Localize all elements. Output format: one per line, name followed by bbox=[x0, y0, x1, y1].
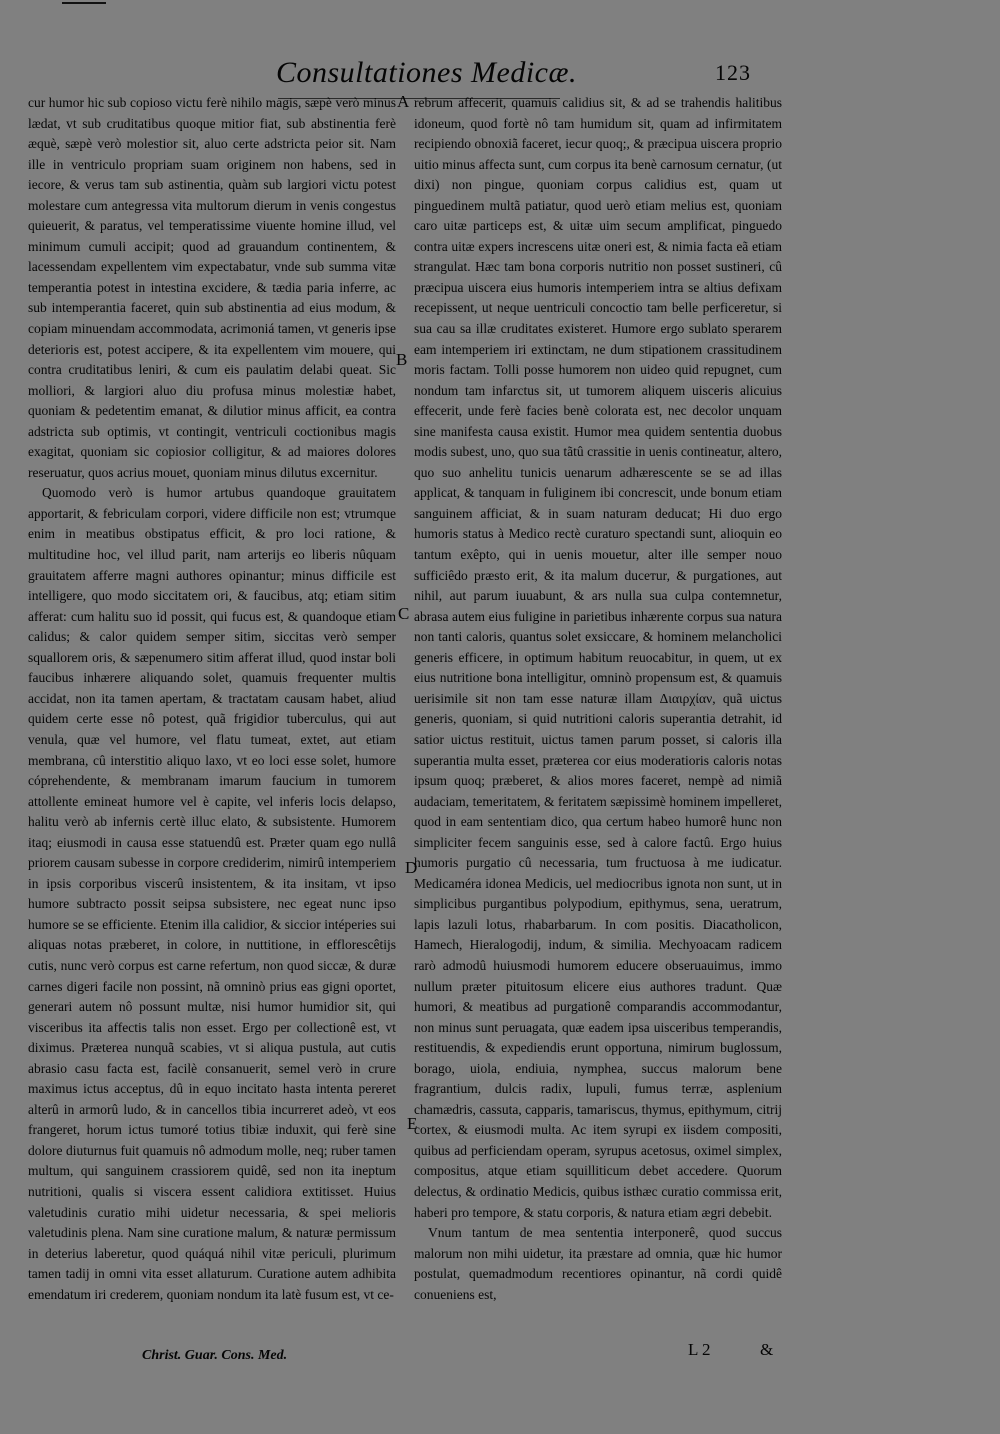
margin-letter-a: A bbox=[397, 92, 410, 111]
margin-letter-b: B bbox=[396, 350, 408, 369]
left-paragraph-2: Quomodo verò is humor artubus quandoque grauitatem apportarit, & febriculam corpori, videre difficile non est; vtrumque enim in meatibus obstipatus efficit, & pro loci ratione, & multitudine hoc, vel illud parit, nam arterijs eo liberis nûquam grauitatem afferre magni authores opinantur; minus difficile est intelligere, quo modo siccitatem ori, & faucibus, atq; etiam sitim afferat: cum halitu suo id possit, qui fucus est, & quandoque etiam calidus; & calor quidem semper sitim, siccitas verò semper squallorem oris, & sæpenumero sitim afferat illud, quod instar boli faucibus inhærere aliquando solet, quamuis frequenter multis accidat, non ita tamen apertam, & tractatam causam habet, aliud quidem certe esse nô potest, quã frigidior tuberculus, qui aut venula, quæ vel humore, vel flatu tumeat, extet, aut etiam membrana, cû interstitio aliquo laxo, vt eo loci esse solet, humore cóprehendente, & membranam imarum faucium in tumorem attollente emineat humore vel è capite, vel inferis locis delapso, halitu verò ab infernis certè illuc elato, & subsistente. Humorem itaq; eiusmodi in causa esse statuendû est. Præter quam ego nullâ priorem causam subesse in corpore crediderim, nimirû intemperiem in ipsis corporibus viscerû insistentem, & ita insitam, vt ipso humore subtracto possit seipsa subsistere, nec egeat nunc ipso humore se se efficiente. Etenim illa calidior, & siccior intéperies sui aliquas notas præberet, in colore, in nuttitione, in efflorescêtijs cutis, nunc verò corpus est carne refertum, non quod siccæ, & duræ carnes digeri facile non possint, nã omninò prius eas gigni oportet, generari autem nô possunt multæ, nisi humor humidior sit, qui visceribus ita affectis talis non esset. Ergo per collectionê est, vt diximus. Præterea nunquã scabies, vt si aliqua pustula, aut cutis abrasio casu facta est, facilè consanuerit, semel verò in crure maximus ictus acceptus, dû in equo incitato hasta intenta pereret alterû in armorû ludo, & in cancellos tibia incurreret adeò, vt eos frangeret, horum ictus tumoré totius tibiæ induxit, qui ferè sine dolore diuturnus fuit quamuis nô admodum molle, neq; ruber tamen multum, qui sanguinem crassiorem quidê, sed non ita ineptum nutritioni, qualis si viscera essent calidiora extitisset. Huius valetudinis curatio mihi uidetur necessaria, & spei melioris valetudinis plena. Nam sine curatione malum, & naturæ permissum in deterius laberetur, quod quáquá nihil vitæ periculi, plurimum tamen tadij in omni vita esset allaturum. Curatione autem adhibita emendatum iri crederem, quoniam nondum ita latè fusum est, vt ce- bbox=[28, 485, 396, 1302]
page-number: 123 bbox=[715, 60, 751, 85]
left-paragraph-1: cur humor hic sub copioso victu ferè nihilo magis, sæpè verò minus lædat, vt sub cruditatibus quoque mitior fiat, sub abstinentia ferè æquè, sæpè verò molestior sit, aluo certe adstricta peior sit. Nam ille in ventriculo propriam suam originem non habens, sed in iecore, & verus tam sub astinentia, quàm sub largiori victu potest molestare cum antegressa vita multorum dierum in venis congestus quieuerit, & paratus, vel temperatissime viuente homine illud, vel minimum cumuli accipit; quod ad grauandum continentem, & lacessendam expellentem vim expectabatur, vnde sub summa vitæ temperantia potest in intestina excidere, & tædia pariа inferre, ac sub intemperantia faceret, quin sub abstinentia ad eius modum, & copiam minuendam accommodata, acrimoniá tamen, vt generis ipse deterioris est, potest accipere, & ita expellentem vim mouere, qui contra cruditatibus leniri, & cum eis paulatim delabi queat. Sic molliori, & largiori aluo diu profusa minus molestiæ habet, quoniam & pedetentim emanat, & dilutior minus afficit, ea contra adstricta sub optimis, vt contingit, ventriculi coctionibus magis exagitat, quoniam sic copiosior colligitur, & ad maiores dolores reseruatur, quos acrius mouet, quoniam minus dilutus excernitur. bbox=[28, 95, 396, 480]
page-title: Consultationes Medicæ. bbox=[276, 56, 577, 89]
running-head bbox=[0, 56, 1000, 96]
margin-letter-c: C bbox=[398, 604, 410, 623]
right-paragraph-2: Vnum tantum de mea sententia interponerê, quod succus malorum non mihi uidetur, ita præstare ad omnia, quæ hic humor postulat, quemadmodum recentiores opinantur, nã cordi quidê conueniens est, bbox=[414, 1225, 782, 1302]
right-column bbox=[414, 93, 782, 1305]
catchword-right: & bbox=[760, 1340, 774, 1359]
margin-letter-d: D bbox=[405, 858, 418, 877]
signature-mark: L 2 bbox=[688, 1340, 711, 1359]
top-dash bbox=[62, 2, 106, 4]
catchword-signature: Christ. Guar. Cons. Med. bbox=[142, 1348, 288, 1363]
margin-letter-e: E bbox=[407, 1114, 418, 1133]
left-column bbox=[28, 93, 396, 1305]
right-paragraph-1: rebrum affecerit, quamuis calidius sit, & ad se trahendis halitibus idoneum, quod fortè nô tam humidum sit, quam ad infirmitatem recipiendo obnoxiã faceret, iecur quoq;, & præcipua uiscera proprio uitio minus affecta sunt, cum corpus ita benè carnosum cernatur, (ut dixi) non pingue, quoniam corpus calidius est, quam ut pinguedinem multã patiatur, quod uerò etiam melius est, quoniam caro uitæ particeps est, & uitæ uim secum amplificat, pinguedo contra uitæ expers increscens uitæ oneri est, & nimia facta eã etiam strangulat. Hæc tam bona corporis nutritio non posset sustineri, cû præcipua uiscera eius humoris intemperiem intra se altius defixam recepissent, ut neque uentriculi concoctio tam belle perficeretur, si sua cau sa illæ cruditates existeret. Humore ergo sublato sperarem eam intemperiem iri extinctam, ne dum stipationem crassitudinem moris factam. Tolli posse humorem non uideo quid repugnet, cum nondum tam infarctus sit, ut tumorem aliquem uisceris alicuius effecerit, unde ferè facies benè colorata est, nec decolor unquam sine manifesta causa existit. Humor mea quidem sententia duobus modis subest, uno, quo sua tãtû crassitie in uenis contineatur, altero, quo suo anhelitu tunicis uenarum adhærescente se se ad illas applicat, & tanquam in fuliginem ibi concrescit, unde bonum etiam sanguinem afficiat, & in suam naturam deducat; Hi duo ergo humoris status à Medico rectè curaturo spectandi sunt, alioquin eo tantum exêpto, qui in uenis mouetur, alter ille semper nouo sufficiêdo præsto erit, & ita malum duceтur, & purgationes, aut nihil, aut parum iuuabunt, & ars nulla sua culpa contemnetur, abrasa autem eius fuligine in parietibus inhærente corpus sua natura non tanti caloris, quantus solet exsiccare, & hominem melancholici generis efficere, in optimum habitum reuocabitur, in quem, ut ex eius nutritione bona intelligitur, omninò propensum est, & quamuis uerisimile sit non tam esse naturæ illam Διαιρχίαν, quã uictus generis, quoniam, si quid nutritioni caloris superantia detrahit, id satior uictus restituit, uictus tamen parum posset, si caloris illa superantia multa esset, præterea cor eius moderatioris caloris notas ipsum quoq; præberet, & alios mores faceret, nempè ad nimiã audaciam, temeritatem, & feritatem sæpissimè hominem impelleret, quod in eam sententiam dico, qua certum habeo humorê hunc non simpliciter fecem sanguinis esse, sed à calore factû. Ergo huius humoris purgatio cû necessaria, tum fructuosa à me iudicatur. Medicaméra idonea Medicis, uel mediocribus ignota non sunt, ut in simplicibus purgantibus polypodium, epithymus, sena, ueratrum, lapis lazuli lotus, rhabarbarum. In com positis. Diacatholicon, Hamech, Hieralogodij, indum, & similia. Mechyoacam radicem rarò admodû huiusmodi humorem educere obseruauimus, immo nullum præter pituitosum elicere eius authores tradunt. Quæ humori, & meatibus ad purgationê comparandis accommodantur, non minus sunt peruagata, quæ eadem ipsa uisceribus temperandis, restituendis, & expediendis erunt opportuna, nimirum buglossum, borago, uiola, endiuia, nymphea, succus malorum bene fragrantium, dulcis radix, lupuli, fumus terræ, asplenium chamædris, cassuta, capparis, tamariscus, thymus, epithymum, citrij cortex, & eiusmodi multa. Ac item syrupi ex iisdem compositi, quibus ad perficiendam operam, syrupus acetosus, oximel simplex, compositus, atque etiam squilliticum debet accedere. Quorum delectus, & ordinatio Medicis, quibus isthæc curatio commissa erit, haberi pro tempore, & statu corporis, & natura etiam ægri debebit. bbox=[414, 95, 782, 1220]
